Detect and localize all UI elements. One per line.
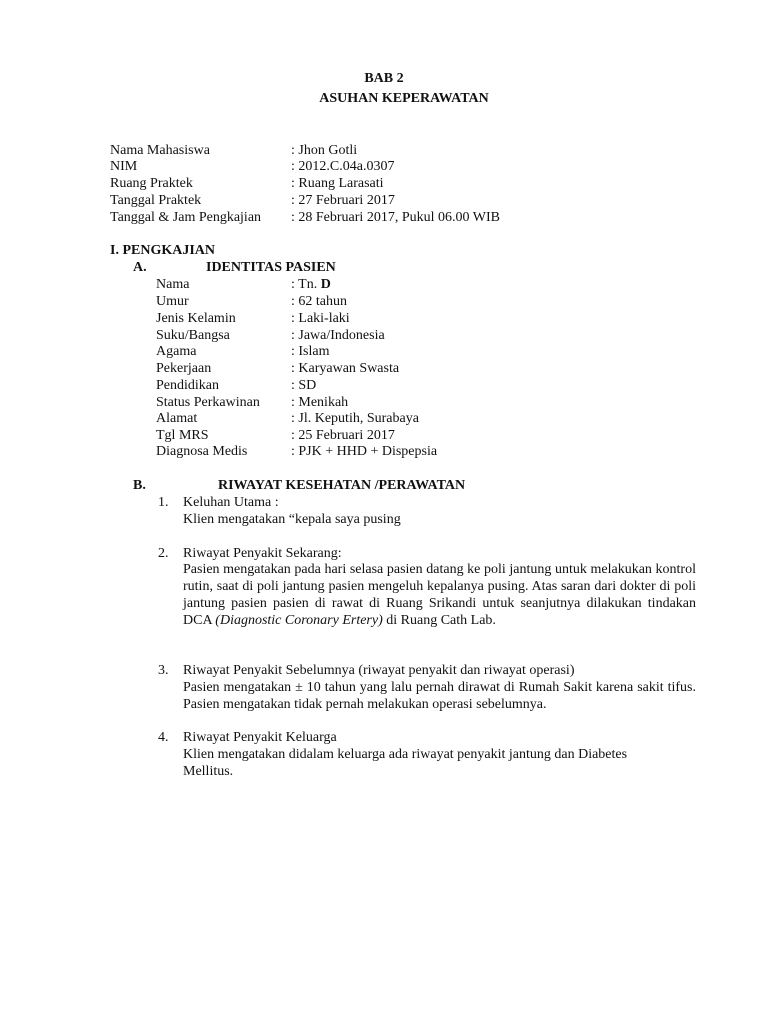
list-number: 1. bbox=[158, 495, 169, 510]
list-text-italic: (Diagnostic Coronary Ertery) bbox=[215, 613, 383, 628]
student-info-label: Ruang Praktek bbox=[110, 176, 193, 191]
patient-label: Diagnosa Medis bbox=[156, 444, 248, 459]
list-heading: Riwayat Penyakit Keluarga bbox=[183, 730, 337, 745]
subsection-title: IDENTITAS PASIEN bbox=[206, 260, 336, 275]
student-info-value: : 2012.C.04a.0307 bbox=[291, 159, 395, 174]
student-info-value: : Ruang Larasati bbox=[291, 176, 384, 191]
chapter-title: BAB 2 bbox=[364, 71, 404, 86]
patient-label: Nama bbox=[156, 277, 190, 292]
patient-value: : 25 Februari 2017 bbox=[291, 428, 395, 443]
list-number: 2. bbox=[158, 546, 169, 561]
patient-value bbox=[291, 276, 331, 293]
patient-value: : Laki-laki bbox=[291, 311, 350, 326]
patient-label: Alamat bbox=[156, 411, 198, 426]
list-text: Klien mengatakan didalam keluarga ada riwayat penyakit jantung dan Diabetes Mellitus. bbox=[183, 747, 628, 779]
patient-label: Tgl MRS bbox=[156, 428, 209, 443]
patient-value: : Jl. Keputih, Surabaya bbox=[291, 411, 419, 426]
list-text bbox=[183, 561, 696, 629]
patient-value: : Menikah bbox=[291, 395, 349, 410]
patient-name: D bbox=[320, 277, 331, 292]
list-text: Pasien mengatakan ± 10 tahun yang lalu pernah dirawat di Rumah Sakit karena sakit tifus. Pasien mengatakan tidak pernah melakukan operasi sebelumnya. bbox=[183, 680, 696, 712]
chapter-subtitle: ASUHAN KEPERAWATAN bbox=[319, 91, 489, 106]
patient-value: : Karyawan Swasta bbox=[291, 361, 400, 376]
student-info-label: Tanggal Praktek bbox=[110, 193, 202, 208]
patient-label: Umur bbox=[156, 294, 189, 309]
student-info-value: : 27 Februari 2017 bbox=[291, 193, 395, 208]
subsection-title: RIWAYAT KESEHATAN /PERAWATAN bbox=[218, 478, 466, 493]
list-text-part: Pasien mengatakan pada hari selasa pasien datang ke poli jantung untuk melakukan kontrol rutin, saat di poli jantung pasien mengeluh kepalanya pusing. Atas saran dari dokter di poli jantung pasien pasien di rawat di Ruang Srikandi untuk seanjutnya dilakukan tindakan DCA bbox=[183, 562, 696, 628]
patient-label: Jenis Kelamin bbox=[156, 311, 236, 326]
patient-label: Agama bbox=[156, 344, 197, 359]
patient-value: : Islam bbox=[291, 344, 330, 359]
subsection-letter: B. bbox=[133, 478, 146, 493]
patient-value: : 62 tahun bbox=[291, 294, 347, 309]
student-info-value: : 28 Februari 2017, Pukul 06.00 WIB bbox=[291, 210, 500, 225]
student-info-label: NIM bbox=[110, 159, 138, 174]
student-info-label: Tanggal & Jam Pengkajian bbox=[110, 210, 262, 225]
student-info-value: : Jhon Gotli bbox=[291, 143, 358, 158]
list-number: 4. bbox=[158, 730, 169, 745]
list-text-part: di Ruang Cath Lab. bbox=[382, 613, 496, 628]
patient-name-prefix: : Tn. bbox=[291, 277, 321, 292]
list-heading: Riwayat Penyakit Sekarang: bbox=[183, 546, 342, 561]
patient-label: Pendidikan bbox=[156, 378, 219, 393]
section-heading: I. PENGKAJIAN bbox=[110, 243, 216, 258]
patient-label: Suku/Bangsa bbox=[156, 328, 230, 343]
list-number: 3. bbox=[158, 663, 169, 678]
patient-label: Pekerjaan bbox=[156, 361, 212, 376]
list-heading: Keluhan Utama : bbox=[183, 495, 279, 510]
patient-label: Status Perkawinan bbox=[156, 395, 260, 410]
subsection-letter: A. bbox=[133, 260, 147, 275]
patient-value: : PJK + HHD + Dispepsia bbox=[291, 444, 438, 459]
patient-value: : Jawa/Indonesia bbox=[291, 328, 385, 343]
patient-value: : SD bbox=[291, 378, 317, 393]
list-heading: Riwayat Penyakit Sebelumnya (riwayat penyakit dan riwayat operasi) bbox=[183, 663, 575, 678]
list-text: Klien mengatakan “kepala saya pusing bbox=[183, 512, 401, 527]
student-info-label: Nama Mahasiswa bbox=[110, 143, 210, 158]
